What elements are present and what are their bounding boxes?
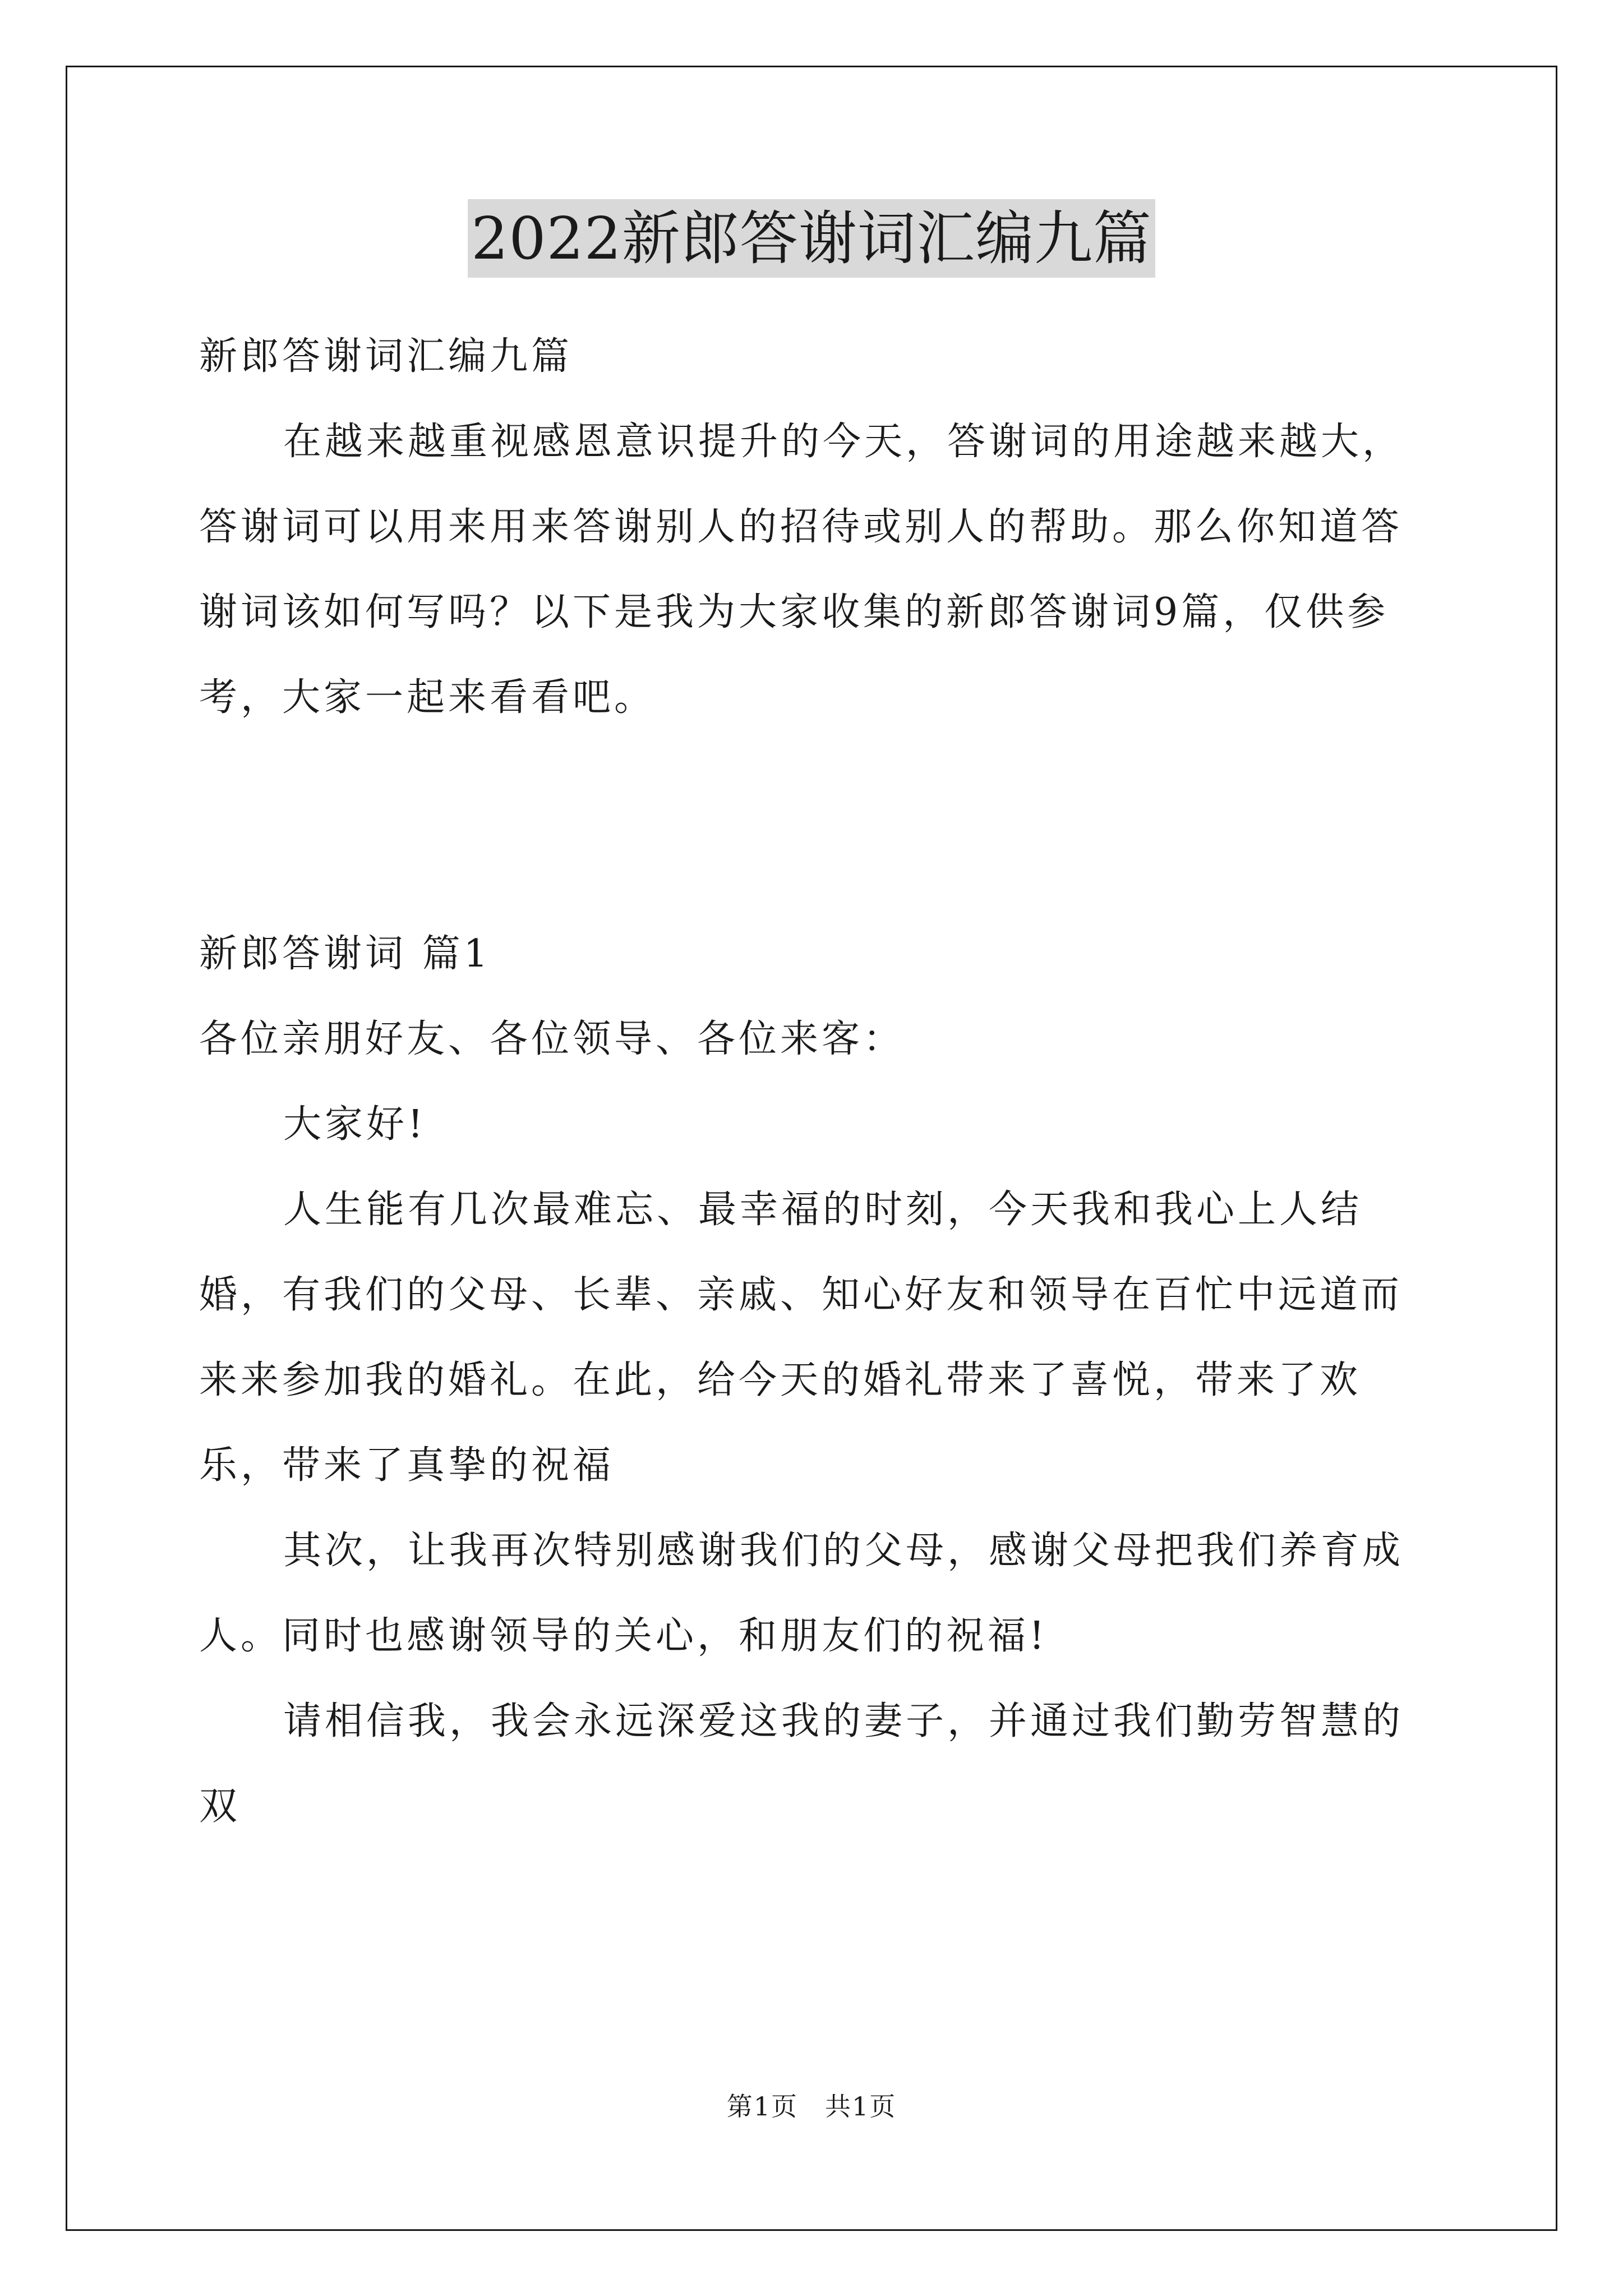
title-container [0, 199, 1623, 278]
document-title: 2022新郎答谢词汇编九篇 [468, 199, 1155, 278]
body-paragraph-2: 其次，让我再次特别感谢我们的父母，感谢父母把我们养育成人。同时也感谢领导的关心，和朋友们的祝福! [199, 1529, 1404, 1658]
section-spacer [199, 740, 1433, 912]
page-footer: 第1页 共1页 [726, 2091, 897, 2122]
intro-paragraph: 在越来越重视感恩意识提升的今天，答谢词的用途越来越大，答谢词可以用来用来答谢别人的招待或别人的帮助。那么你知道答谢词该如何写吗？以下是我为大家收集的新郎答谢词9篇，仅供参考，大家一起来看看吧。 [199, 420, 1404, 720]
greeting: 大家好! [283, 1102, 427, 1147]
body-paragraph-3: 请相信我，我会永远深爱这我的妻子，并通过我们勤劳智慧的双 [199, 1699, 1404, 1829]
salutation: 各位亲朋好友、各位领导、各位来客： [199, 1017, 905, 1061]
document-body [199, 314, 1433, 1849]
section-heading: 新郎答谢词 篇1 [199, 932, 491, 976]
body-paragraph-1: 人生能有几次最难忘、最幸福的时刻，今天我和我心上人结婚，有我们的父母、长辈、亲戚、知心好友和领导在百忙中远道而来来参加我的婚礼。在此，给今天的婚礼带来了喜悦，带来了欢乐，带来了真挚的祝福 [199, 1188, 1403, 1488]
document-subtitle: 新郎答谢词汇编九篇 [199, 334, 573, 379]
